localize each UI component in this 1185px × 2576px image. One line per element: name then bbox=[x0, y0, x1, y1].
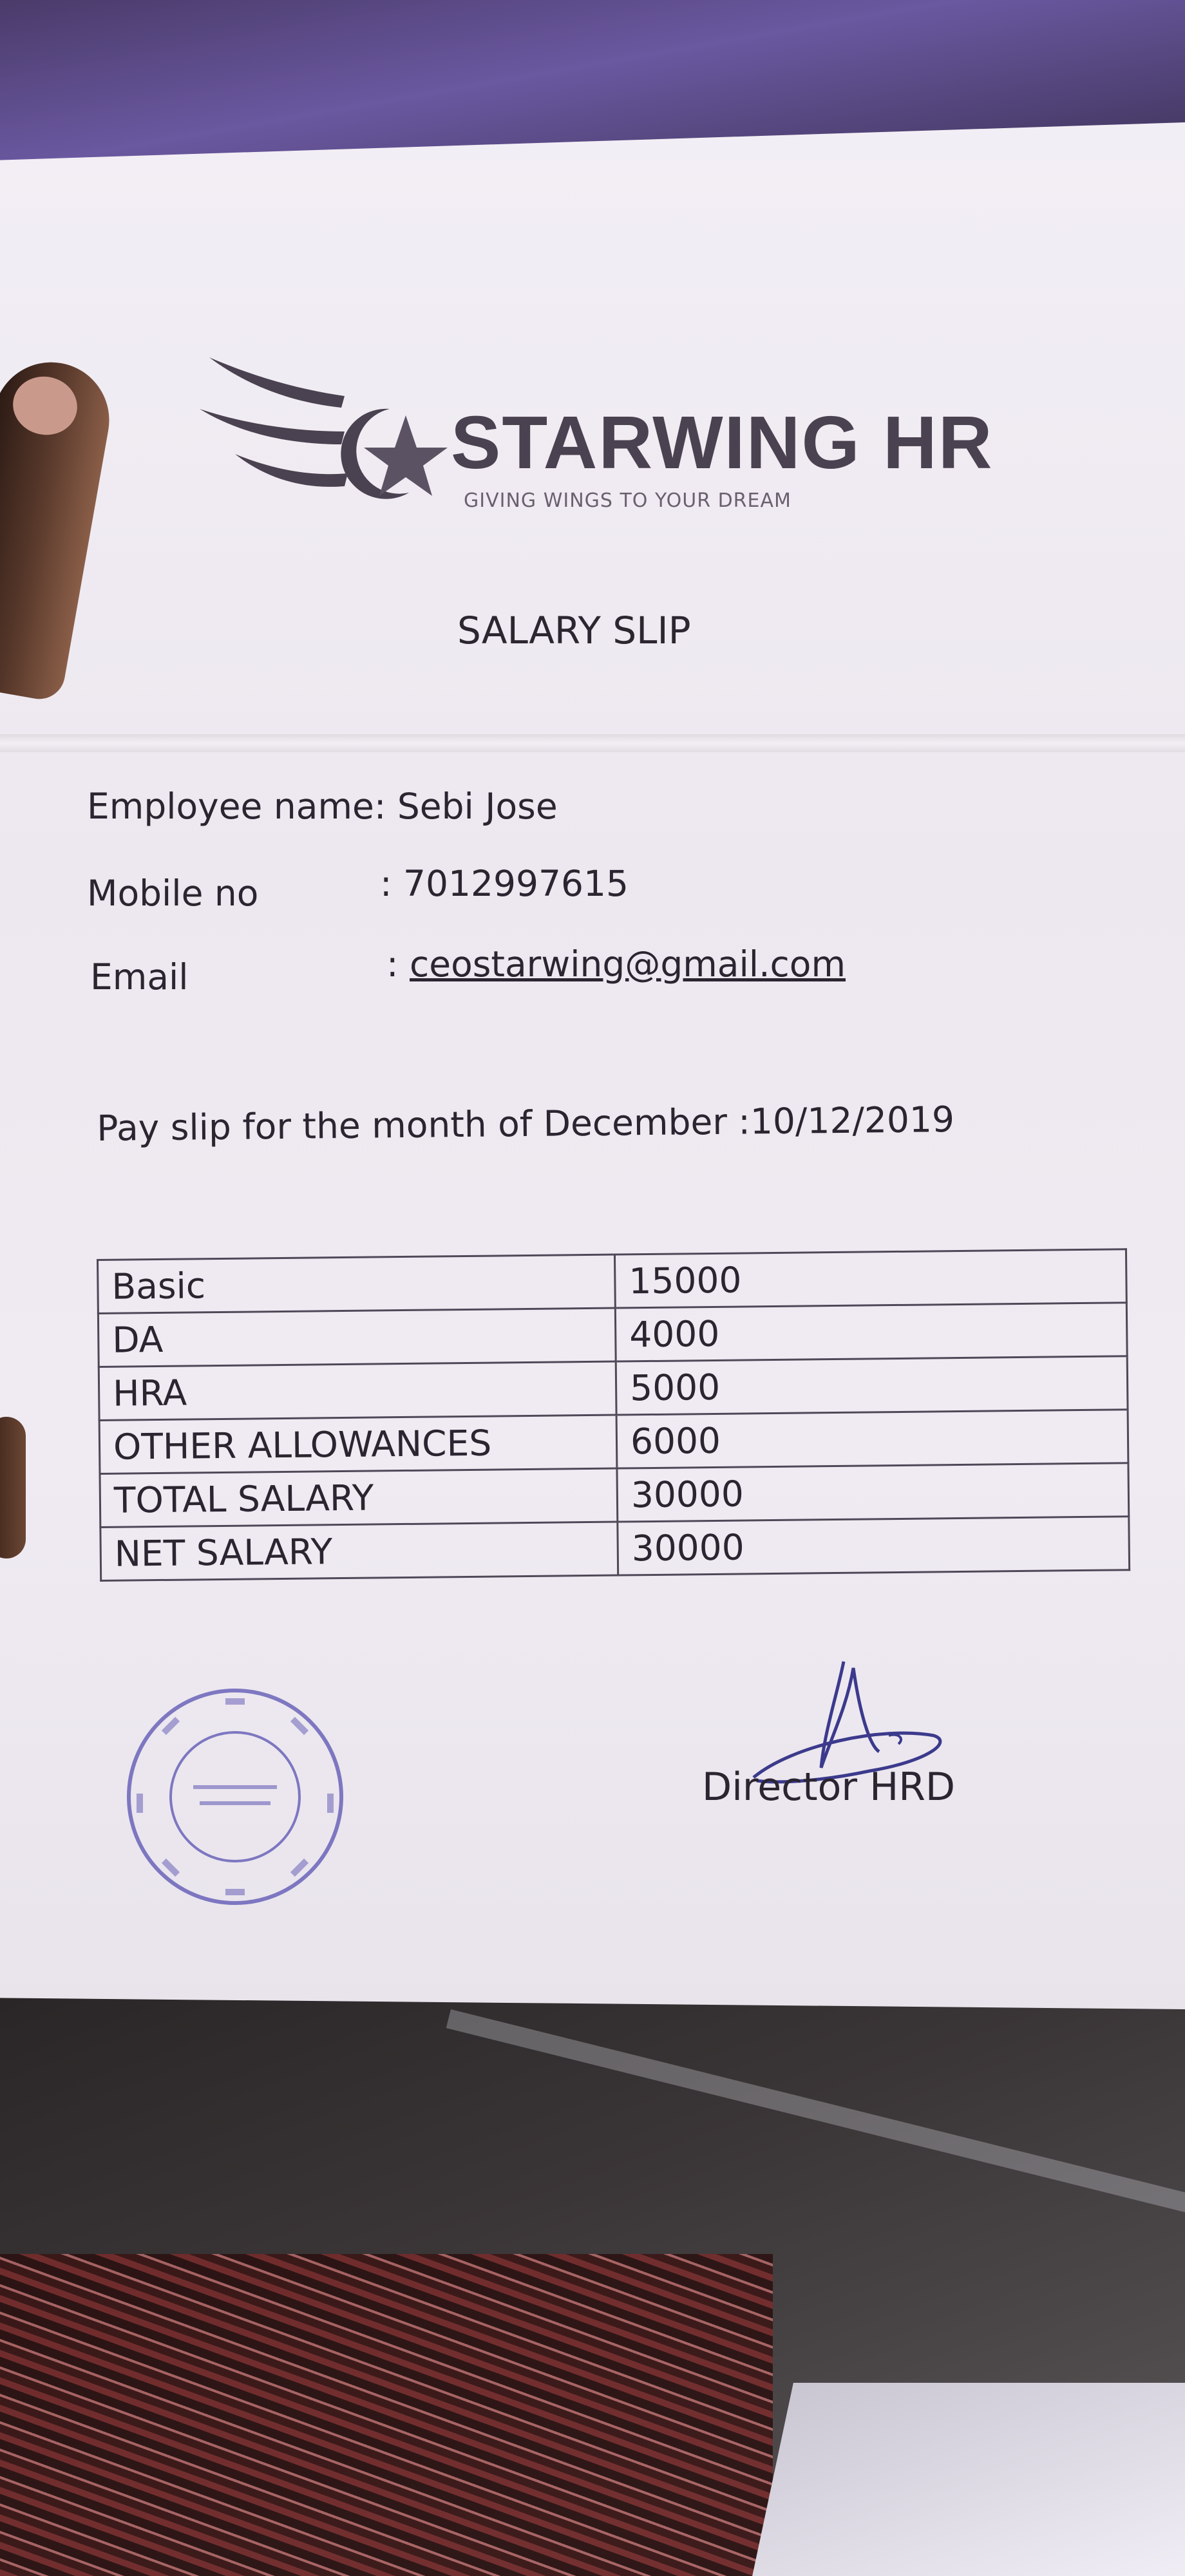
document-title: SALARY SLIP bbox=[457, 609, 691, 652]
light-reflection bbox=[752, 2383, 1185, 2576]
salary-row-amount: 4000 bbox=[615, 1303, 1127, 1361]
pay-period: Pay slip for the month of December :10/12/2019 bbox=[97, 1099, 955, 1149]
salary-row-label: HRA bbox=[99, 1361, 616, 1420]
company-seal-stamp bbox=[122, 1684, 348, 1909]
holding-finger bbox=[0, 1417, 26, 1558]
salary-row-label: DA bbox=[98, 1308, 616, 1367]
paper-fold bbox=[0, 734, 1185, 752]
email-link[interactable]: ceostarwing@gmail.com bbox=[410, 943, 846, 985]
salary-row-amount: 30000 bbox=[617, 1463, 1129, 1522]
salary-row-amount: 6000 bbox=[616, 1410, 1128, 1468]
salary-row-label: TOTAL SALARY bbox=[100, 1468, 618, 1527]
employee-name: Employee name: Sebi Jose bbox=[87, 786, 558, 827]
company-tagline: GIVING WINGS TO YOUR DREAM bbox=[464, 489, 792, 512]
salary-row-amount: 30000 bbox=[618, 1517, 1130, 1575]
email-value-wrapper bbox=[386, 943, 846, 985]
salary-row-amount: 15000 bbox=[614, 1249, 1126, 1308]
mobile-value: : 7012997615 bbox=[380, 863, 629, 904]
director-hrd-label: Director HRD bbox=[702, 1765, 956, 1810]
email-label: Email bbox=[90, 956, 189, 998]
email-prefix: : bbox=[386, 943, 410, 985]
cloth-pattern bbox=[0, 2254, 773, 2576]
salary-row-label: Basic bbox=[98, 1255, 616, 1313]
salary-row-amount: 5000 bbox=[616, 1356, 1128, 1415]
salary-row-label: OTHER ALLOWANCES bbox=[99, 1415, 617, 1473]
salary-table bbox=[97, 1248, 1130, 1582]
star-wings-logo-icon bbox=[196, 351, 448, 506]
table-row bbox=[100, 1517, 1130, 1581]
mobile-label: Mobile no bbox=[87, 873, 259, 914]
salary-row-label: NET SALARY bbox=[100, 1522, 618, 1580]
company-name: STARWING HR bbox=[451, 401, 994, 484]
